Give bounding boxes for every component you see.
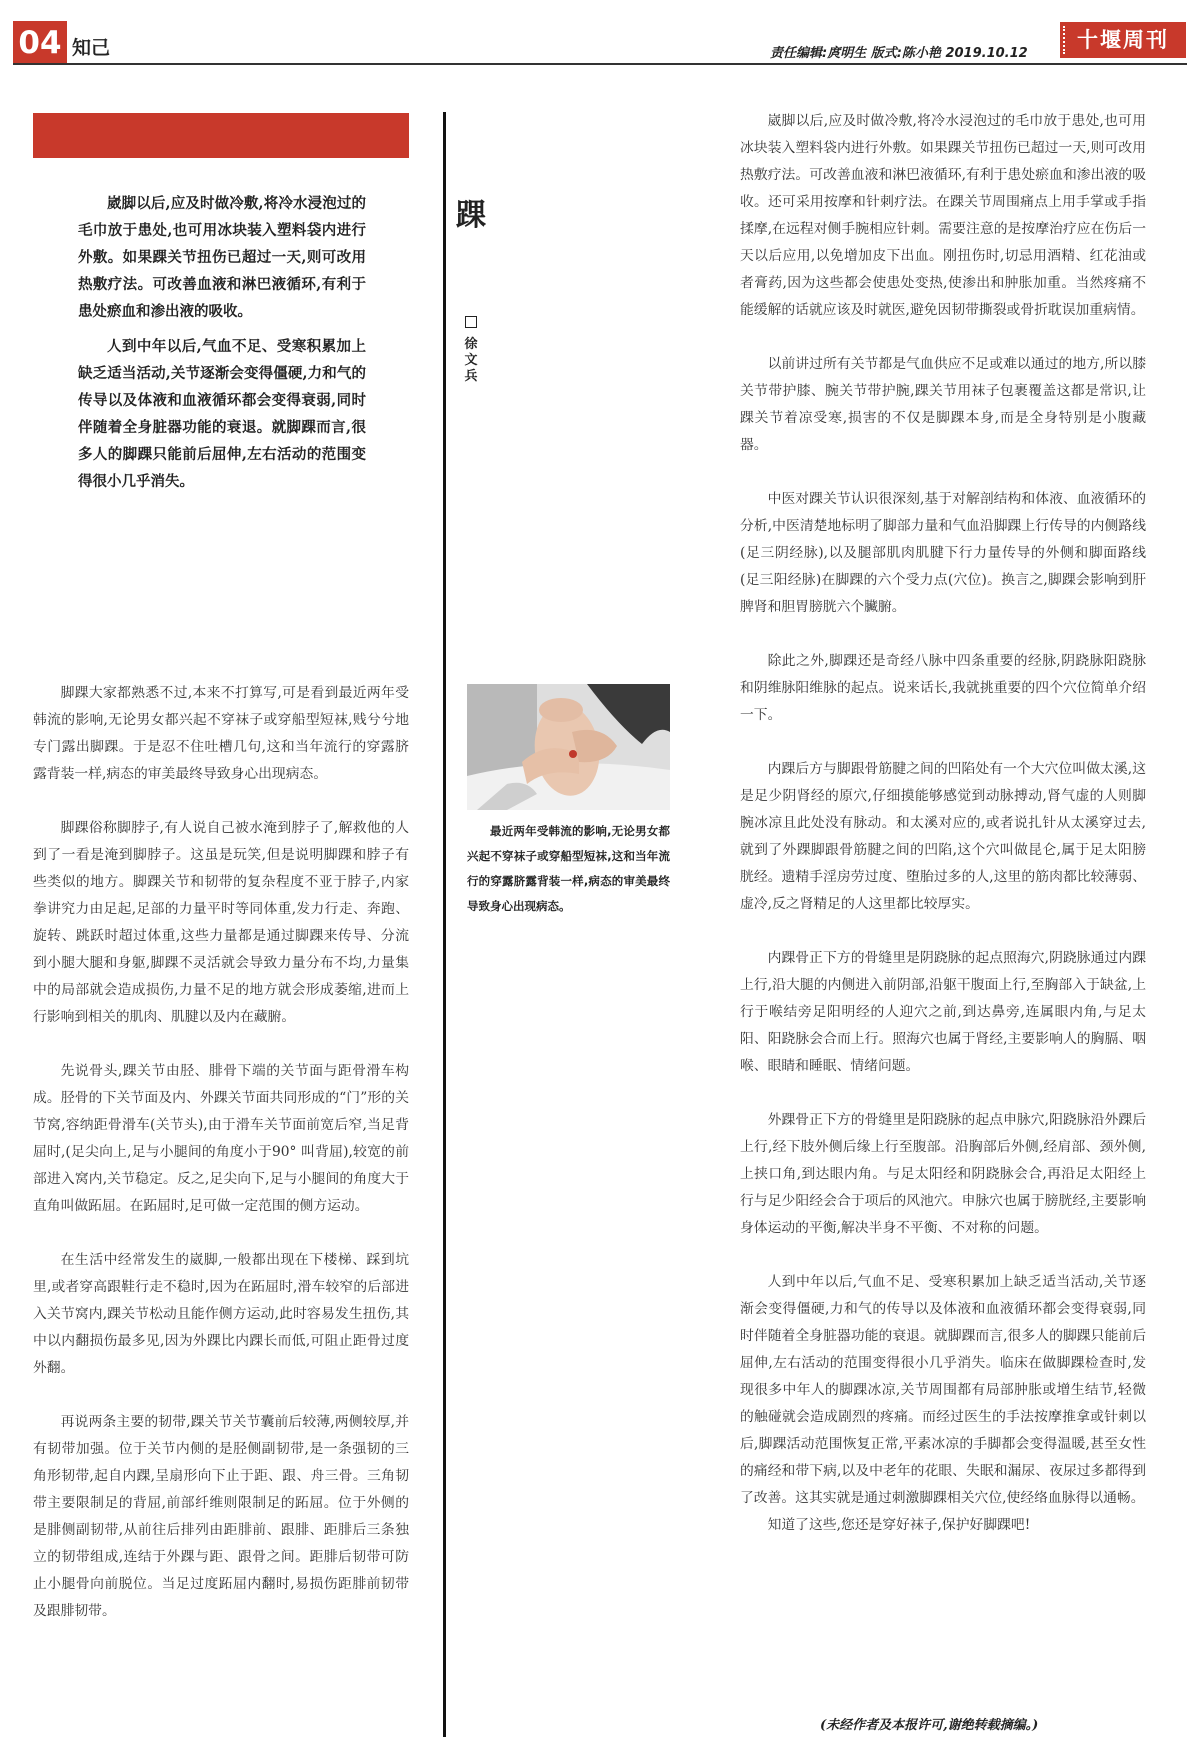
body-paragraph: 中医对踝关节认识很深刻,基于对解剖结构和体液、血液循环的分析,中医清楚地标明了脚部力量和气血沿脚踝上行传导的内侧路线(足三阴经脉),以及腿部肌肉肌腱下行力量传导的外侧和脚面路线(足三阳经脉)在脚踝的六个受力点(穴位)。换言之,脚踝会影响到肝脾肾和胆胃膀胱六个臟腑。 — [740, 491, 1146, 615]
body-paragraph: 人到中年以后,气血不足、受寒积累加上缺乏适当活动,关节逐渐会变得僵硬,力和气的传导以及体液和血液循环都会变得衰弱,同时伴随着全身脏器功能的衰退。就脚踝而言,很多人的脚踝只能前后屈伸,左右活动的范围变得很小几乎消失。临床在做脚踝检查时,发现很多中年人的脚踝冰凉,关节周围都有局部肿胀或增生结节,轻微的触碰就会造成剧烈的疼痛。而经过医生的手法按摩推拿或针刺以后,脚踝活动范围恢复正常,平素冰凉的手脚都会变得温暖,甚至女性的痛经和带下病,以及中老年的花眼、失眠和漏尿、夜尿过多都得到了改善。这其实就是通过刺激脚踝相关穴位,使经络血脉得以通畅。 — [740, 1274, 1146, 1506]
body-paragraph: 内踝后方与脚跟骨筋腱之间的凹陷处有一个大穴位叫做太溪,这是足少阴肾经的原穴,仔细摸能够感觉到动脉搏动,肾气虚的人则脚腕冰凉且此处没有脉动。和太溪对应的,或者说扎针从太溪穿过去,就到了外踝脚跟骨筋腱之间的凹陷,这个穴叫做昆仑,属于足太阳膀胱经。遗精手淫房劳过度、堕胎过多的人,这里的筋肉都比较薄弱、虚冷,反之肾精足的人这里都比较厚实。 — [740, 761, 1146, 912]
body-paragraph: 外踝骨正下方的骨缝里是阳跷脉的起点申脉穴,阳跷脉沿外踝后上行,经下肢外侧后缘上行至腹部。沿胸部后外侧,经肩部、颈外侧,上挟口角,到达眼内角。与足太阳经和阴跷脉会合,再沿足太阳经上行与足少阳经会合于项后的风池穴。申脉穴也属于膀胱经,主要影响身体运动的平衡,解决半身不平衡、不对称的问题。 — [740, 1112, 1146, 1236]
intro-paragraph: 人到中年以后,气血不足、受寒积累加上缺乏适当活动,关节逐渐会变得僵硬,力和气的传导以及体液和血液循环都会变得衰弱,同时伴随着全身脏器功能的衰退。就脚踝而言,很多人的脚踝只能前后屈伸,左右活动的范围变得很小几乎消失。 — [78, 338, 366, 490]
editor-credits: 责任编辑:庹明生 版式:陈小艳 2019.10.12 — [770, 46, 1028, 61]
reprint-notice: (未经作者及本报许可,谢绝转载摘编。) — [820, 1718, 1039, 1733]
intro-paragraph: 崴脚以后,应及时做冷敷,将冷水浸泡过的毛巾放于患处,也可用冰块装入塑料袋内进行外敷。如果踝关节扭伤已超过一天,则可改用热敷疗法。可改善血液和淋巴液循环,有利于患处瘀血和渗出液的吸收。 — [78, 195, 366, 320]
masthead-logo — [1060, 22, 1186, 58]
closing-paragraph: 知道了这些,您还是穿好袜子,保护好脚踝吧! — [767, 1517, 1031, 1533]
body-paragraph: 在生活中经常发生的崴脚,一般都出现在下楼梯、踩到坑里,或者穿高跟鞋行走不稳时,因为在跖屈时,滑车较窄的后部进入关节窝内,踝关节松动且能作侧方运动,此时容易发生扭伤,其中以内翻损伤最多见,因为外踝比内踝长而低,可阻止距骨过度外翻。 — [33, 1252, 409, 1376]
page-number: 04 — [13, 21, 67, 65]
page-header — [0, 0, 1200, 66]
body-paragraph: 崴脚以后,应及时做冷敷,将冷水浸泡过的毛巾放于患处,也可用冰块装入塑料袋内进行外敷。如果踝关节扭伤已超过一天,则可改用热敷疗法。可改善血液和淋巴液循环,有利于患处瘀血和渗出液的吸收。还可采用按摩和针刺疗法。在踝关节周围痛点上用手掌或手指揉摩,在远程对侧手腕相应针刺。需要注意的是按摩治疗应在伤后一天以后应用,以免增加皮下出血。刚扭伤时,切忌用酒精、红花油或者膏药,因为这些都会使患处变热,使渗出和肿胀加重。当然疼痛不能缓解的话就应该及时就医,避免因韧带撕裂或骨折耽误加重病情。 — [740, 113, 1146, 318]
body-paragraph: 先说骨头,踝关节由胫、腓骨下端的关节面与距骨滑车构成。胫骨的下关节面及内、外踝关节面共同形成的“门”形的关节窝,容纳距骨滑车(关节头),由于滑车关节面前宽后窄,当足背屈时,(足尖向上,足与小腿间的角度小于90° 叫背屈),较宽的前部进入窝内,关节稳定。反之,足尖向下,足与小腿间的角度大于直角叫做跖屈。在跖屈时,足可做一定范围的侧方运动。 — [33, 1063, 409, 1214]
right-column — [740, 108, 1146, 1539]
masthead-text: 十堰周刊 — [1077, 28, 1169, 52]
intro-pullquote — [78, 190, 366, 503]
photo-caption — [467, 819, 670, 919]
body-paragraph: 除此之外,脚踝还是奇经八脉中四条重要的经脉,阴跷脉阳跷脉和阴维脉阳维脉的起点。说来话长,我就挑重要的四个穴位简单介绍一下。 — [740, 653, 1146, 723]
author-byline — [462, 316, 480, 385]
body-paragraph: 内踝骨正下方的骨缝里是阴跷脉的起点照海穴,阴跷脉通过内踝上行,沿大腿的内侧进入前阴部,沿躯干腹面上行,至胸部入于缺盆,上行于喉结旁足阳明经的人迎穴之前,到达鼻旁,连属眼内角,与足太阳、阳跷脉会合而上行。照海穴也属于肾经,主要影响人的胸膈、咽喉、眼睛和睡眠、情绪问题。 — [740, 950, 1146, 1074]
foot-massage-illustration — [467, 684, 670, 810]
body-paragraph: 脚踝大家都熟悉不过,本来不打算写,可是看到最近两年受韩流的影响,无论男女都兴起不穿袜子或穿船型短袜,贱兮兮地专门露出脚踝。于是忍不住吐槽几句,这和当年流行的穿露脐露背装一样,病态的审美最终导致身心出现病态。 — [33, 685, 409, 782]
article-photo — [467, 684, 670, 810]
column-divider — [443, 112, 446, 1737]
left-column — [33, 680, 409, 1625]
caption-text: 最近两年受韩流的影响,无论男女都兴起不穿袜子或穿船型短袜,这和当年流行的穿露脐露背装一样,病态的审美最终导致身心出现病态。 — [467, 824, 670, 913]
author-name: 徐文兵 — [464, 337, 478, 384]
masthead-decoration — [1063, 26, 1068, 54]
article-title: 踝 — [456, 198, 486, 233]
header-rule — [13, 63, 1187, 65]
byline-box-icon — [465, 316, 477, 328]
body-paragraph: 脚踝俗称脚脖子,有人说自己被水淹到脖子了,解救他的人到了一看是淹到脚脖子。这虽是玩笑,但是说明脚踝和脖子有些类似的地方。脚踝关节和韧带的复杂程度不亚于脖子,内家拳讲究力由足起,足部的力量平时等同体重,发力行走、奔跑、旋转、跳跃时超过体重,这些力量都是通过脚踝来传导、分流到小腿大腿和身躯,脚踝不灵活就会导致力量分布不均,力量集中的局部就会造成损伤,力量不足的地方就会形成萎缩,进而上行影响到相关的肌肉、肌腱以及内在藏腑。 — [33, 820, 409, 1025]
section-title: 知己 — [72, 37, 111, 59]
red-banner — [33, 113, 409, 158]
body-paragraph: 再说两条主要的韧带,踝关节关节囊前后较薄,两侧较厚,并有韧带加强。位于关节内侧的是胫侧副韧带,是一条强韧的三角形韧带,起自内踝,呈扇形向下止于距、跟、舟三骨。三角韧带主要限制足的背屈,前部纤维则限制足的跖屈。位于外侧的是腓侧副韧带,从前往后排列由距腓前、跟腓、距腓后三条独立的韧带组成,连结于外踝与距、跟骨之间。距腓后韧带可防止小腿骨向前脱位。当足过度跖屈内翻时,易损伤距腓前韧带及跟腓韧带。 — [33, 1414, 409, 1619]
body-paragraph: 以前讲过所有关节都是气血供应不足或难以通过的地方,所以膝关节带护膝、腕关节带护腕,踝关节用袜子包裹覆盖这都是常识,让踝关节着凉受寒,损害的不仅是脚踝本身,而是全身特别是小腹藏器。 — [740, 356, 1146, 453]
